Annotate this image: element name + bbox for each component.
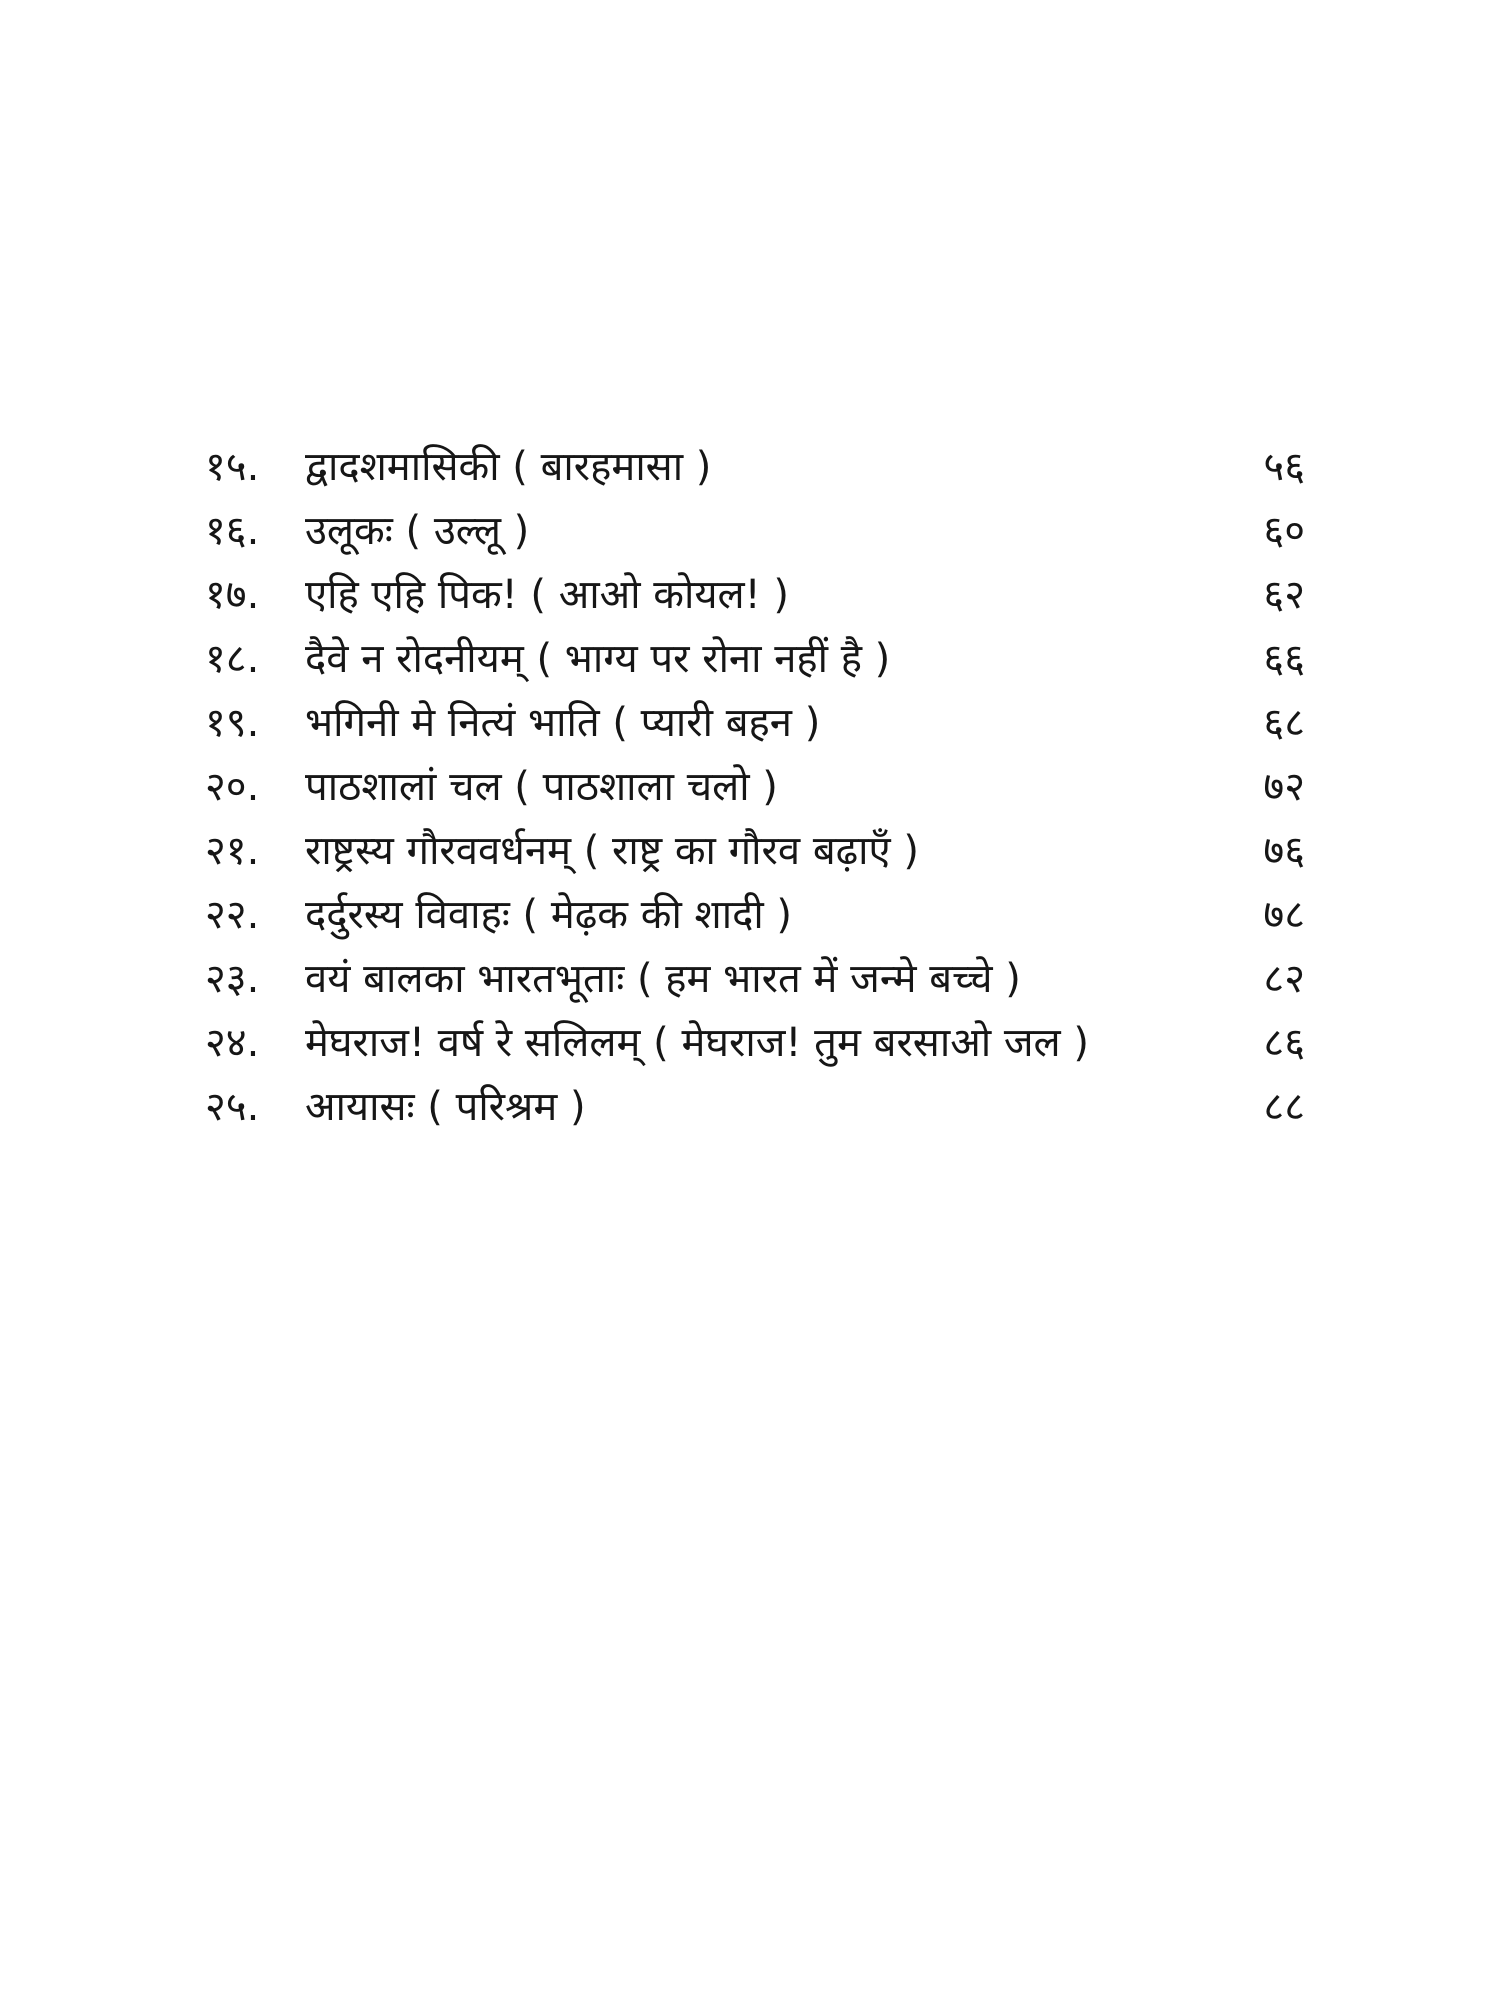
toc-entry	[205, 499, 1305, 563]
toc-entry	[205, 627, 1305, 691]
toc-entry-title: उलूकः ( उल्लू )	[305, 508, 530, 554]
toc-entry-title: मेघराज! वर्ष रे सलिलम् ( मेघराज! तुम बरसाओ जल )	[305, 1020, 1089, 1066]
toc-entry-title: द्वादशमासिकी ( बारहमासा )	[305, 444, 712, 490]
toc-entry	[205, 819, 1305, 883]
table-of-contents	[205, 435, 1305, 1139]
toc-entry-page: ६८	[1263, 700, 1305, 746]
toc-entry-title: आयासः ( परिश्रम )	[305, 1084, 586, 1130]
toc-entry-title: वयं बालका भारतभूताः ( हम भारत में जन्मे बच्चे )	[305, 956, 1021, 1002]
toc-entry-number: १७.	[205, 572, 260, 618]
toc-entry-number: २०.	[205, 764, 260, 810]
toc-entry	[205, 1075, 1305, 1139]
toc-entry-number: २४.	[205, 1020, 260, 1066]
toc-entry	[205, 435, 1305, 499]
toc-entry-title: भगिनी मे नित्यं भाति ( प्यारी बहन )	[305, 700, 821, 746]
toc-entry	[205, 883, 1305, 947]
toc-entry	[205, 947, 1305, 1011]
toc-entry-number: १५.	[205, 444, 260, 490]
toc-entry-page: ७२	[1263, 764, 1305, 810]
toc-entry-number: १९.	[205, 700, 260, 746]
toc-entry	[205, 691, 1305, 755]
toc-entry-title: राष्ट्रस्य गौरववर्धनम् ( राष्ट्र का गौरव बढ़ाएँ )	[305, 828, 919, 874]
toc-entry-page: ६६	[1263, 636, 1305, 682]
toc-entry	[205, 563, 1305, 627]
toc-entry-title: पाठशालां चल ( पाठशाला चलो )	[305, 764, 778, 810]
toc-entry-title: दर्दुरस्य विवाहः ( मेढ़क की शादी )	[305, 892, 793, 938]
toc-entry-number: २३.	[205, 956, 260, 1002]
toc-entry-page: ८८	[1263, 1084, 1305, 1130]
toc-entry-page: ६२	[1263, 572, 1305, 618]
toc-entry-number: १८.	[205, 636, 260, 682]
toc-entry-page: ५६	[1263, 444, 1305, 490]
toc-entry-number: २२.	[205, 892, 260, 938]
toc-entry-title: दैवे न रोदनीयम् ( भाग्य पर रोना नहीं है )	[305, 636, 891, 682]
toc-entry	[205, 755, 1305, 819]
toc-entry-number: २५.	[205, 1084, 260, 1130]
toc-entry-page: ८२	[1263, 956, 1305, 1002]
toc-entry-page: ६०	[1263, 508, 1305, 554]
toc-entry-page: ७८	[1263, 892, 1305, 938]
toc-entry	[205, 1011, 1305, 1075]
toc-entry-page: ७६	[1263, 828, 1305, 874]
toc-entry-page: ८६	[1263, 1020, 1305, 1066]
toc-entry-number: १६.	[205, 508, 260, 554]
toc-entry-number: २१.	[205, 828, 260, 874]
toc-entry-title: एहि एहि पिक! ( आओ कोयल! )	[305, 572, 790, 618]
